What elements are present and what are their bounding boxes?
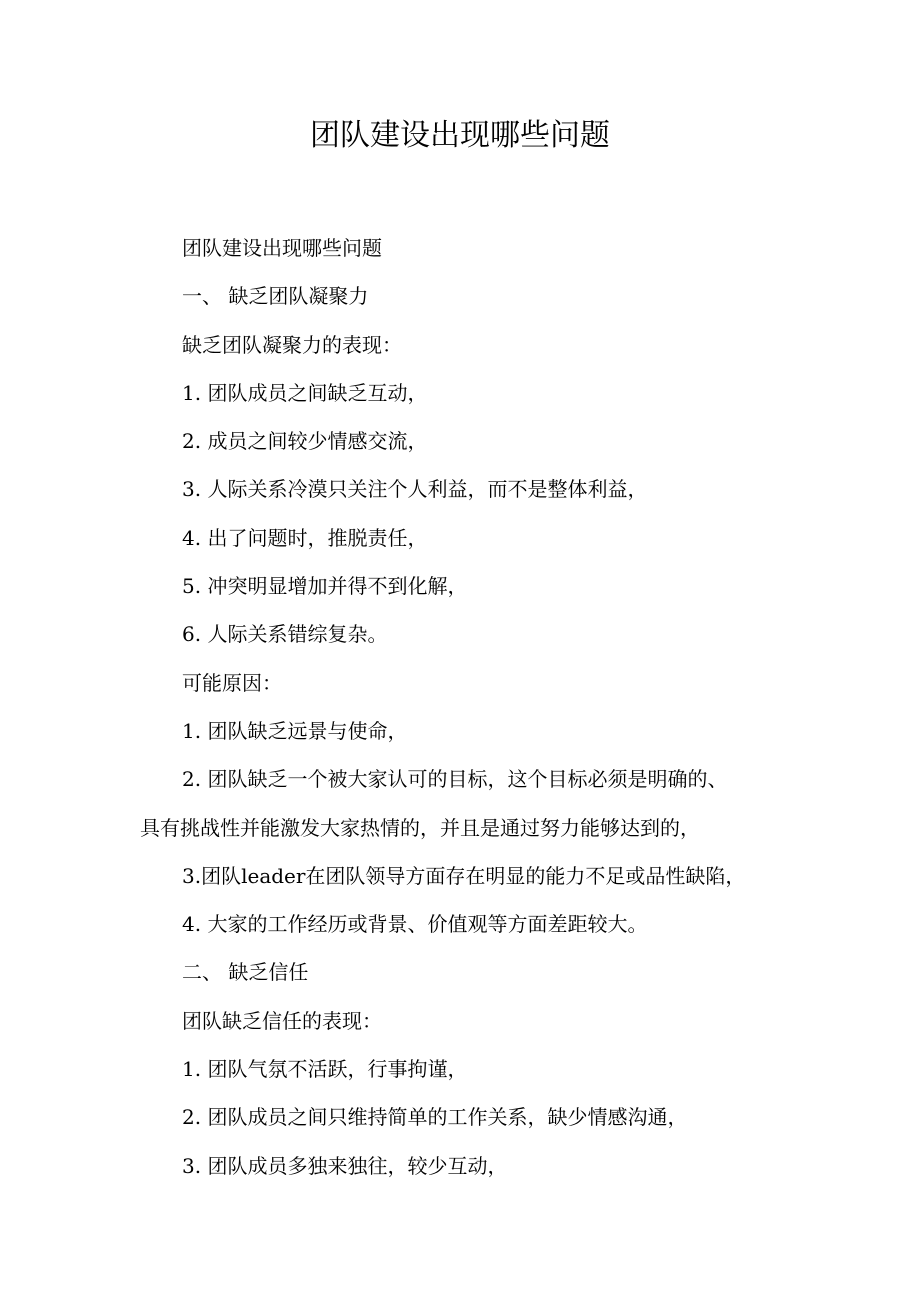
list-item: 3. 团队成员多独来独往，较少互动， xyxy=(182,1153,508,1178)
section-heading-1: 一、 缺乏团队凝聚力 xyxy=(182,284,369,309)
list-item: 1. 团队成员之间缺乏互动， xyxy=(182,380,428,405)
list-item: 1. 团队缺乏远景与使命， xyxy=(182,718,408,743)
list-item: 4. 出了问题时，推脱责任， xyxy=(182,525,428,550)
list-item: 4. 大家的工作经历或背景、价值观等方面差距较大。 xyxy=(182,912,648,937)
paragraph-subtitle: 团队建设出现哪些问题 xyxy=(182,236,382,260)
list-item: 3. 人际关系冷漠只关注个人利益，而不是整体利益， xyxy=(182,477,648,502)
list-item: 2. 团队缺乏一个被大家认可的目标，这个目标必须是明确的、 xyxy=(182,767,728,792)
list-item-continuation: 具有挑战性并能激发大家热情的，并且是通过努力能够达到的， xyxy=(140,815,700,840)
section-heading-2: 二、 缺乏信任 xyxy=(182,960,309,985)
paragraph: 缺乏团队凝聚力的表现： xyxy=(182,332,402,357)
list-item: 5. 冲突明显增加并得不到化解， xyxy=(182,574,468,599)
list-item: 2. 成员之间较少情感交流， xyxy=(182,429,428,454)
list-item: 2. 团队成员之间只维持简单的工作关系，缺少情感沟通， xyxy=(182,1105,688,1130)
list-item: 6. 人际关系错综复杂。 xyxy=(182,622,388,647)
list-item: 1. 团队气氛不活跃，行事拘谨， xyxy=(182,1057,468,1082)
paragraph: 团队缺乏信任的表现： xyxy=(182,1008,382,1033)
list-item: 3.团队leader在团队领导方面存在明显的能力不足或品性缺陷， xyxy=(182,863,746,888)
document-body xyxy=(140,224,800,1190)
document-title: 团队建设出现哪些问题 xyxy=(310,118,610,153)
paragraph: 可能原因： xyxy=(182,670,282,695)
